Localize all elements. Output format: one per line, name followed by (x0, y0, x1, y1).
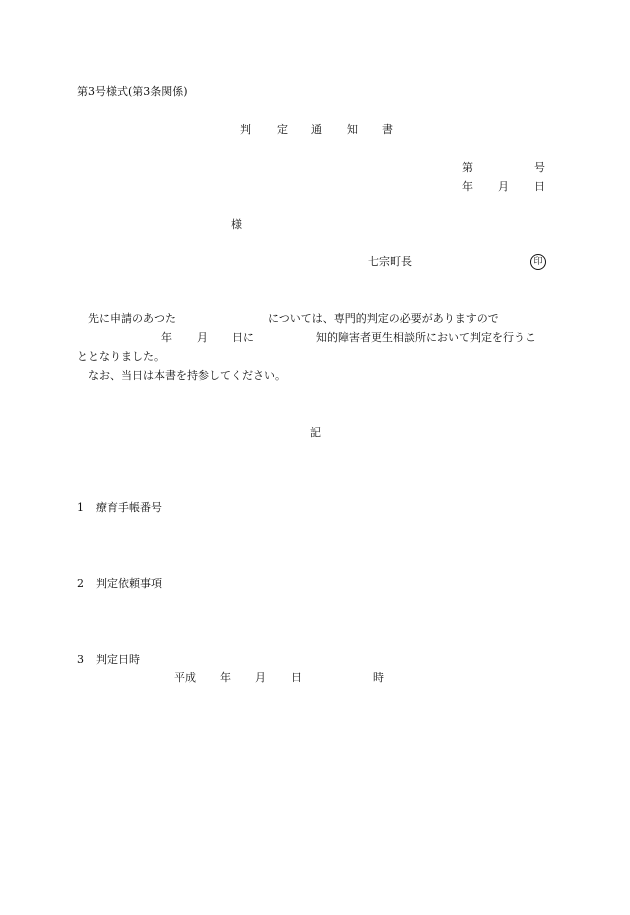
body-text-line: なお、当日は本書を持参してください。 (88, 369, 286, 382)
datetime-year-label: 年 (220, 671, 231, 684)
date-day-label: 日 (534, 180, 545, 193)
item-number: 3 (77, 653, 84, 666)
title-char: 判 (240, 123, 251, 136)
datetime-hour-label: 時 (373, 671, 384, 684)
item-number: 2 (77, 577, 84, 590)
ki-heading: 記 (310, 426, 321, 439)
form-label: 第3号様式(第3条関係) (77, 85, 188, 98)
datetime-day-label: 日 (291, 671, 302, 684)
body-text-line: 知的障害者更生相談所において判定を行うこ (316, 331, 536, 344)
date-year-label: 年 (462, 180, 473, 193)
body-text-line: 先に申請のあつた (88, 312, 176, 325)
date-month-label: 月 (498, 180, 509, 193)
title-char: 書 (382, 123, 393, 136)
issuer-name: 七宗町長 (368, 255, 412, 268)
item-number: 1 (77, 501, 84, 514)
doc-number-prefix: 第 (462, 161, 473, 174)
seal-mark: 印 (530, 254, 546, 270)
item-label: 判定日時 (96, 653, 140, 666)
title-char: 通 (311, 123, 322, 136)
body-year-label: 年 (161, 331, 172, 344)
addressee-suffix: 様 (231, 218, 242, 231)
title-char: 定 (277, 123, 288, 136)
body-day-label: 日に (232, 331, 254, 344)
doc-number-suffix: 号 (534, 161, 545, 174)
title-char: 知 (347, 123, 358, 136)
item-label: 療育手帳番号 (96, 501, 162, 514)
item-label: 判定依頼事項 (96, 577, 162, 590)
datetime-month-label: 月 (255, 671, 266, 684)
era-label: 平成 (174, 671, 196, 684)
body-month-label: 月 (197, 331, 208, 344)
body-text-line: ととなりました。 (77, 350, 165, 363)
body-text-line: については、専門的判定の必要がありますので (268, 312, 499, 325)
